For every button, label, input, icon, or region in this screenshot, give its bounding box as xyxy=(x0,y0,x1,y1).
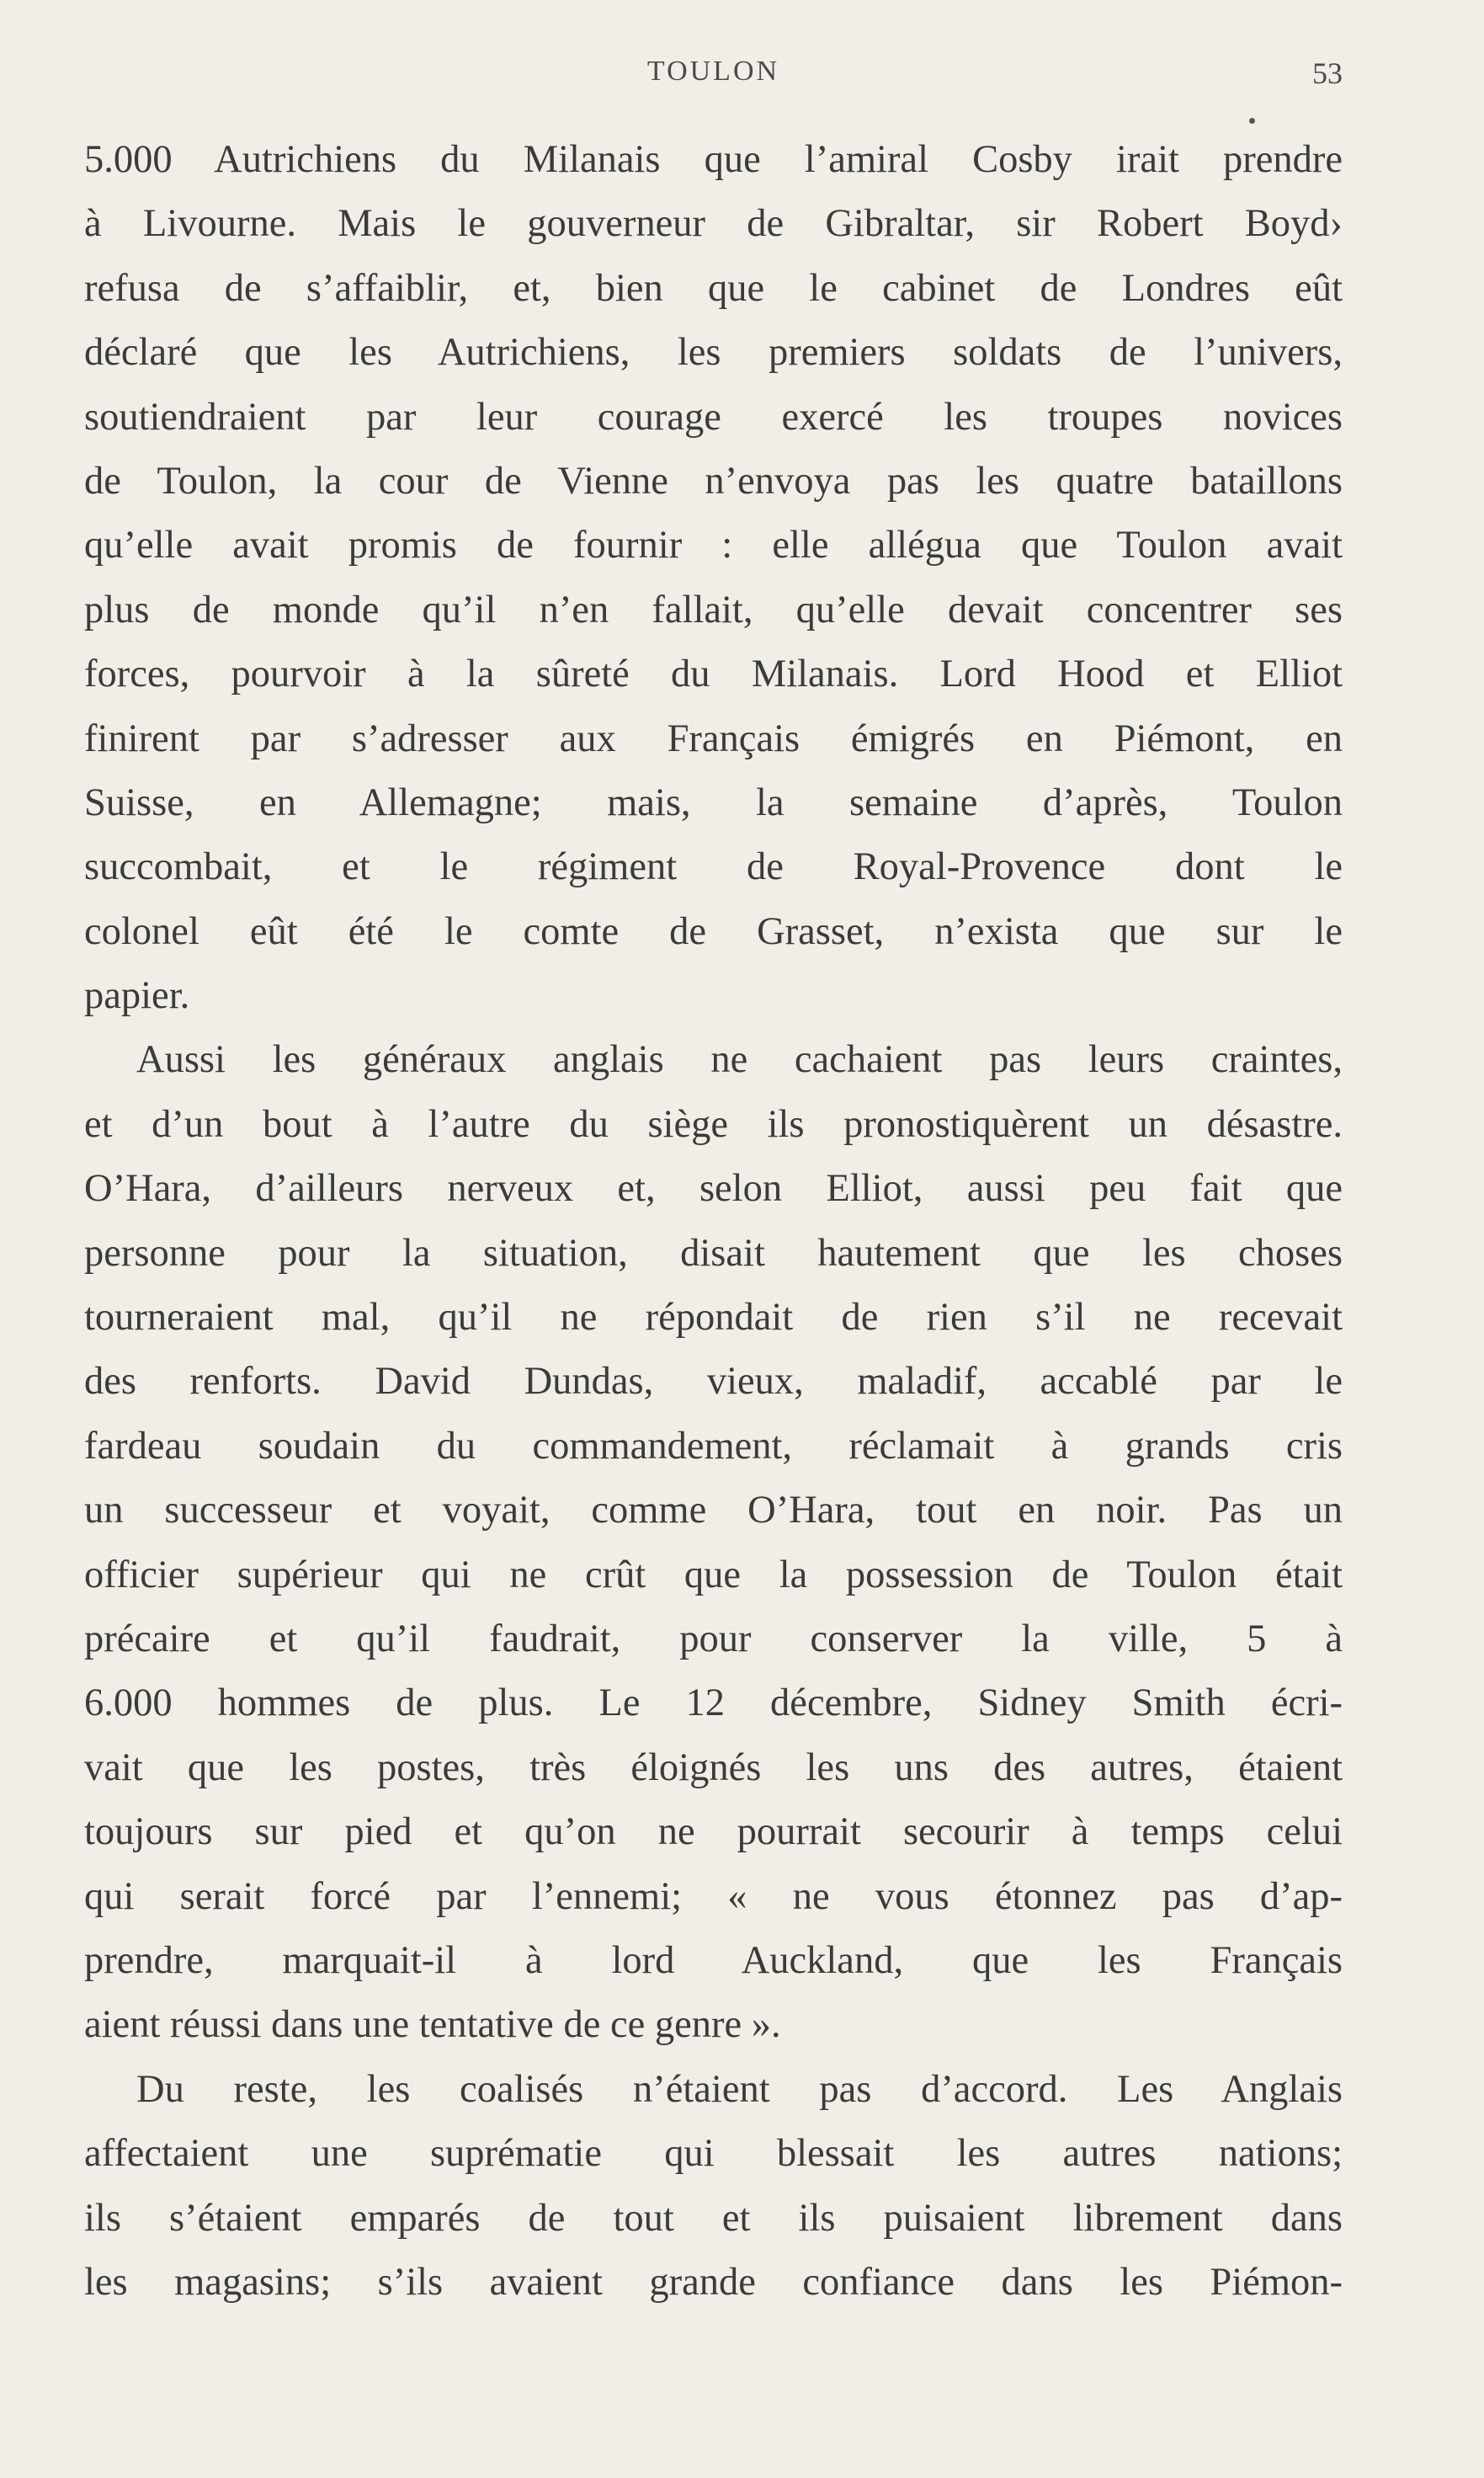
text-line: 5.000 Autrichiens du Milanais que l’amiral Cosby irait prendre xyxy=(84,138,1343,181)
text-line: tourneraient mal, qu’il ne répondait de rien s’il ne recevait xyxy=(84,1296,1343,1340)
text-line: soutiendraient par leur courage exercé les troupes novices xyxy=(84,395,1343,439)
text-line: papier. xyxy=(84,974,190,1018)
text-line: 6.000 hommes de plus. Le 12 décembre, Sidney Smith écri- xyxy=(84,1681,1343,1725)
running-title: TOULON xyxy=(646,56,780,87)
text-line: O’Hara, d’ailleurs nerveux et, selon Elliot, aussi peu fait que xyxy=(84,1167,1343,1211)
text-line: des renforts. David Dundas, vieux, maladif, accablé par le xyxy=(84,1360,1343,1404)
text-line: qui serait forcé par l’ennemi; « ne vous étonnez pas d’ap- xyxy=(84,1874,1343,1918)
text-line: affectaient une suprématie qui blessait les autres nations; xyxy=(84,2132,1343,2176)
text-line: finirent par s’adresser aux Français émigrés en Piémont, en xyxy=(84,717,1343,760)
text-line: les magasins; s’ils avaient grande confiance dans les Piémon- xyxy=(84,2260,1343,2304)
text-line: forces, pourvoir à la sûreté du Milanais. Lord Hood et Elliot xyxy=(84,653,1343,696)
text-line: Aussi les généraux anglais ne cachaient pas leurs craintes, xyxy=(136,1038,1343,1082)
page-header xyxy=(84,56,1343,98)
text-line: colonel eût été le comte de Grasset, n’exista que sur le xyxy=(84,909,1343,953)
text-line: un successeur et voyait, comme O’Hara, tout en noir. Pas un xyxy=(84,1489,1343,1532)
text-line: prendre, marquait-il à lord Auckland, que les Français xyxy=(84,1938,1343,1982)
text-line: qu’elle avait promis de fournir : elle allégua que Toulon avait xyxy=(84,524,1343,568)
text-line: fardeau soudain du commandement, réclamait à grands cris xyxy=(84,1424,1343,1468)
text-line: personne pour la situation, disait hautement que les choses xyxy=(84,1231,1343,1275)
text-line: et d’un bout à l’autre du siège ils pronostiquèrent un désastre. xyxy=(84,1102,1343,1146)
page-number: 53 xyxy=(1312,56,1343,90)
text-line: officier supérieur qui ne crût que la possession de Toulon était xyxy=(84,1553,1343,1596)
text-line: à Livourne. Mais le gouverneur de Gibraltar, sir Robert Boyd› xyxy=(84,202,1343,246)
text-line: déclaré que les Autrichiens, les premiers soldats de l’univers, xyxy=(84,331,1343,375)
text-line: vait que les postes, très éloignés les uns des autres, étaient xyxy=(84,1745,1343,1789)
text-line: plus de monde qu’il n’en fallait, qu’elle devait concentrer ses xyxy=(84,588,1343,631)
text-line: toujours sur pied et qu’on ne pourrait secourir à temps celui xyxy=(84,1810,1343,1854)
text-line: refusa de s’affaiblir, et, bien que le cabinet de Londres eût xyxy=(84,266,1343,310)
text-line: aient réussi dans une tentative de ce genre ». xyxy=(84,2003,781,2047)
text-line: de Toulon, la cour de Vienne n’envoya pas les quatre bataillons xyxy=(84,459,1343,503)
text-line: précaire et qu’il faudrait, pour conserver la ville, 5 à xyxy=(84,1617,1343,1660)
text-line: ils s’étaient emparés de tout et ils puisaient librement dans xyxy=(84,2196,1343,2240)
ink-speck xyxy=(1249,118,1255,124)
body-text xyxy=(84,128,1343,2315)
text-line: Du reste, les coalisés n’étaient pas d’accord. Les Anglais xyxy=(136,2067,1343,2111)
text-line: Suisse, en Allemagne; mais, la semaine d’après, Toulon xyxy=(84,781,1343,824)
text-line: succombait, et le régiment de Royal-Provence dont le xyxy=(84,845,1343,889)
